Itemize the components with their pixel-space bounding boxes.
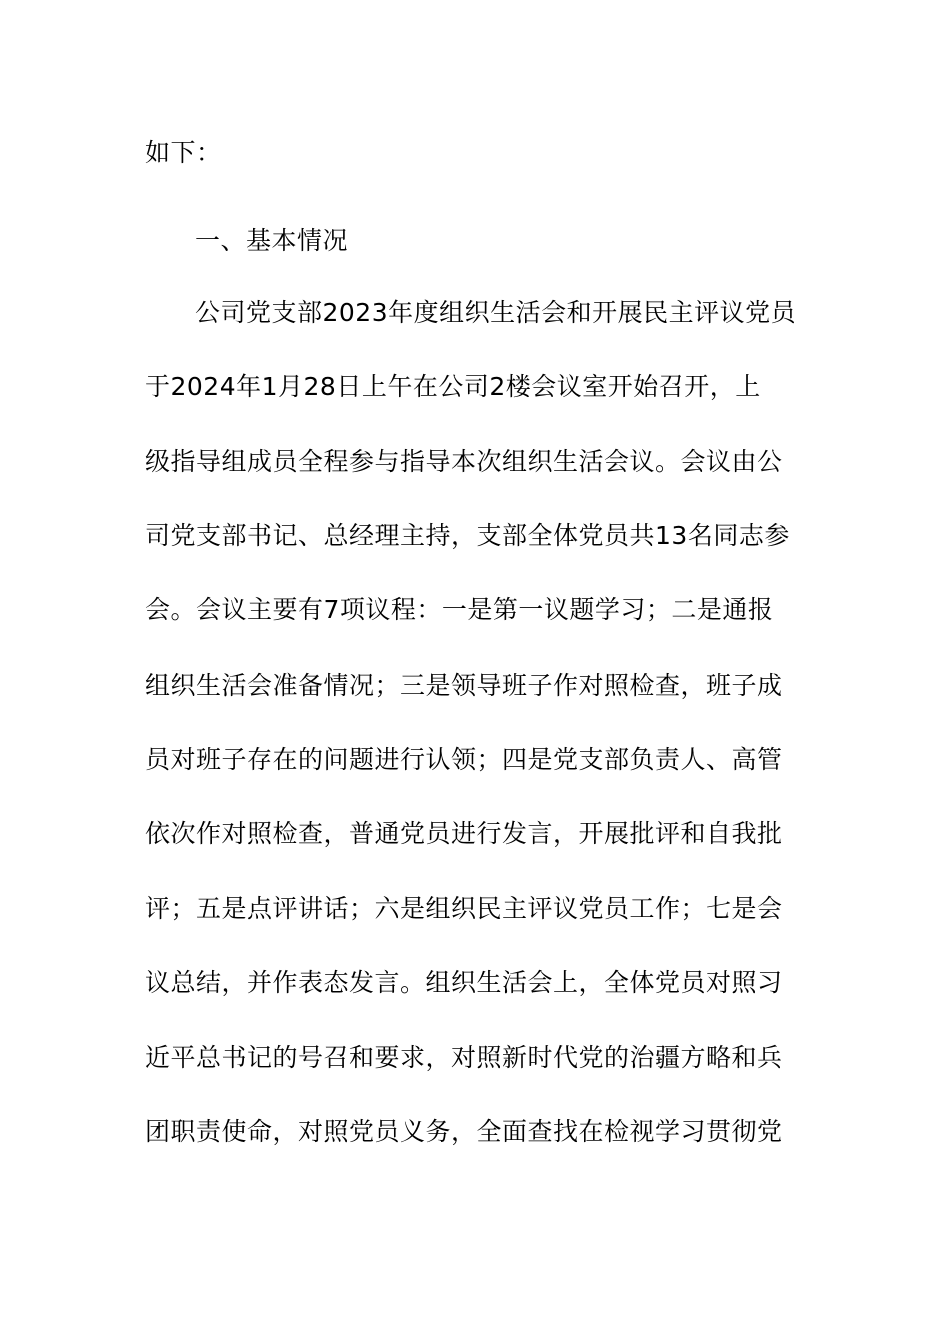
paragraph-line: 评；五是点评讲话；六是组织民主评议党员工作；七是会 [145,894,783,923]
paragraph-line: 组织生活会准备情况；三是领导班子作对照检查，班子成 [145,671,783,700]
paragraph-line: 会。会议主要有7项议程：一是第一议题学习；二是通报 [145,595,774,624]
paragraph-line: 近平总书记的号召和要求，对照新时代党的治疆方略和兵 [145,1043,783,1072]
paragraph-line: 团职责使命，对照党员义务，全面查找在检视学习贯彻党 [145,1117,783,1146]
paragraph-first-line: 公司党支部2023年度组织生活会和开展民主评议党员 [195,298,797,327]
text-line-continuation: 如下： [145,138,222,167]
paragraph-line: 员对班子存在的问题进行认领；四是党支部负责人、高管 [145,745,783,774]
paragraph-line: 依次作对照检查，普通党员进行发言，开展批评和自我批 [145,819,783,848]
paragraph-line: 司党支部书记、总经理主持，支部全体党员共13名同志参 [145,521,790,550]
section-heading: 一、基本情况 [195,226,349,255]
paragraph-line: 议总结，并作表态发言。组织生活会上，全体党员对照习 [145,968,783,997]
paragraph-line: 于2024年1月28日上午在公司2楼会议室开始召开，上 [145,372,761,401]
paragraph-line: 级指导组成员全程参与指导本次组织生活会议。会议由公 [145,447,783,476]
